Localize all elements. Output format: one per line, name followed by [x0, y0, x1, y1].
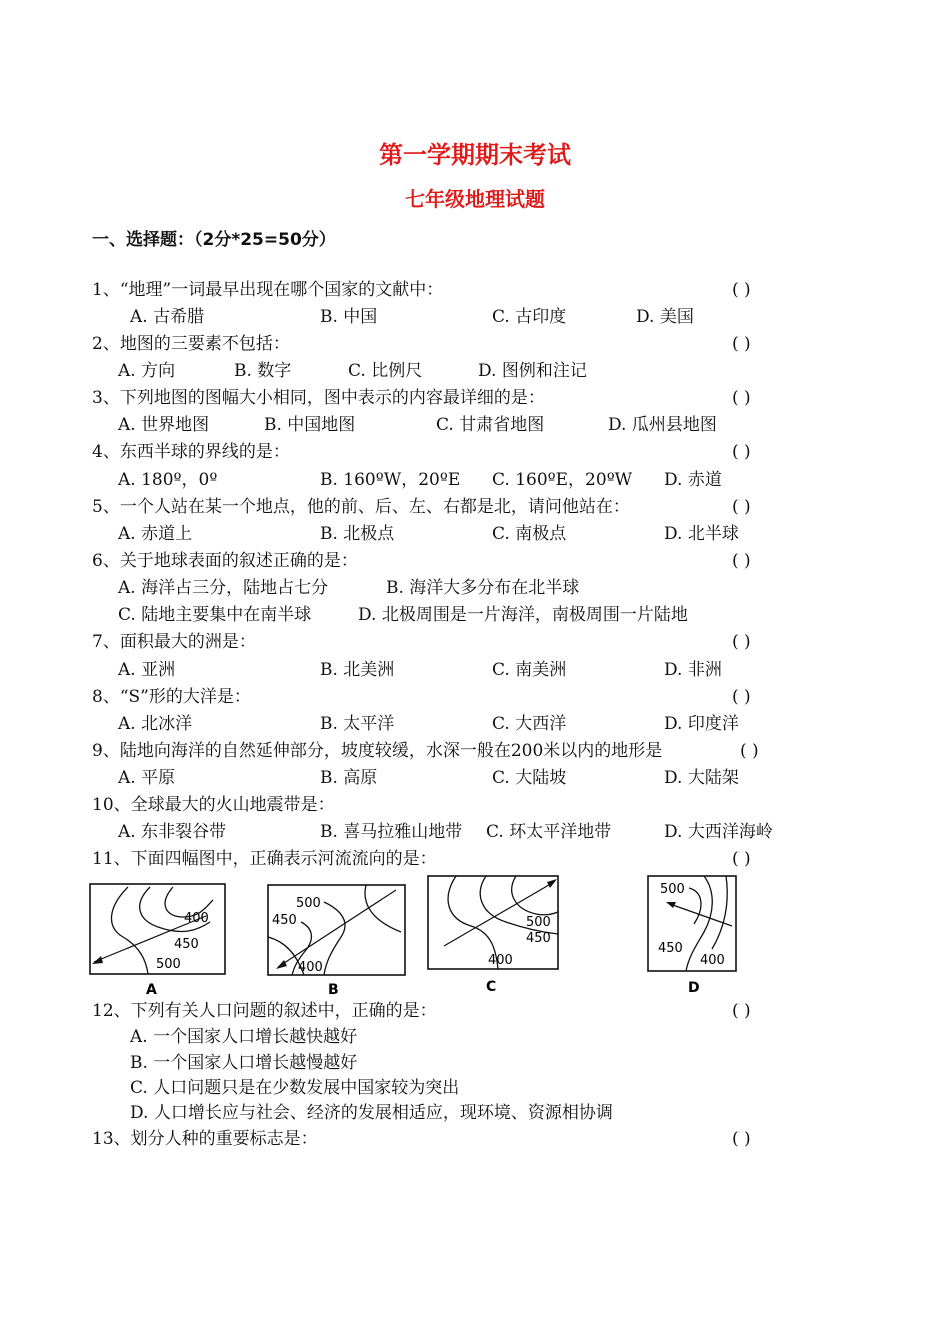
answer-blank-1[interactable]: ( )	[732, 280, 751, 300]
option[interactable]: D. 人口增长应与社会、经济的发展相适应，现环境、资源相协调	[130, 1103, 613, 1123]
option[interactable]: C. 陆地主要集中在南半球	[118, 605, 312, 625]
question-11: 11、下面四幅图中，正确表示河流流向的是：	[92, 849, 437, 869]
contour-map-d[interactable]	[644, 874, 744, 996]
answer-blank-6[interactable]: ( )	[732, 551, 751, 571]
figure-label: C	[486, 979, 497, 994]
option[interactable]: B. 海洋大多分布在北半球	[386, 578, 580, 598]
option[interactable]: C. 南美洲	[492, 660, 567, 680]
option[interactable]: C. 160ºE，20ºW	[492, 470, 633, 490]
option[interactable]: C. 甘肃省地图	[436, 415, 545, 435]
contour-label: 450	[272, 913, 297, 928]
answer-blank-12[interactable]: ( )	[732, 1001, 751, 1021]
option[interactable]: A. 一个国家人口增长越快越好	[130, 1027, 358, 1047]
question-6: 6、关于地球表面的叙述正确的是：	[92, 551, 358, 571]
option[interactable]: A. 亚洲	[118, 660, 176, 680]
figure-label: B	[328, 982, 339, 997]
option[interactable]: D. 印度洋	[664, 714, 739, 734]
option[interactable]: C. 大西洋	[492, 714, 567, 734]
question-13: 13、划分人种的重要标志是：	[92, 1129, 318, 1149]
contour-label: 450	[174, 937, 199, 952]
contour-label: 400	[488, 953, 513, 968]
option[interactable]: C. 南极点	[492, 524, 567, 544]
option[interactable]: A. 海洋占三分，陆地占七分	[118, 578, 329, 598]
figure-label: D	[688, 980, 700, 996]
option[interactable]: D. 大西洋海岭	[664, 822, 773, 842]
option[interactable]: D. 美国	[636, 307, 694, 327]
option[interactable]: B. 高原	[320, 768, 378, 788]
option[interactable]: C. 大陆坡	[492, 768, 567, 788]
answer-blank-4[interactable]: ( )	[732, 442, 751, 462]
answer-blank-7[interactable]: ( )	[732, 632, 751, 652]
option[interactable]: D. 非洲	[664, 660, 722, 680]
option[interactable]: C. 环太平洋地带	[486, 822, 612, 842]
option[interactable]: B. 中国	[320, 307, 378, 327]
option[interactable]: D. 图例和注记	[478, 361, 587, 381]
question-12: 12、下列有关人口问题的叙述中，正确的是：	[92, 1001, 437, 1021]
option[interactable]: A. 赤道上	[118, 524, 193, 544]
question-4: 4、东西半球的界线的是：	[92, 442, 290, 462]
option[interactable]: A. 方向	[118, 361, 176, 381]
option[interactable]: D. 北极周围是一片海洋，南极周围一片陆地	[358, 605, 688, 625]
contour-label: 500	[526, 915, 551, 930]
question-8: 8、“S”形的大洋是：	[92, 687, 251, 707]
contour-label: 400	[298, 960, 323, 975]
question-1: 1、“地理”一词最早出现在哪个国家的文献中：	[92, 280, 444, 300]
contour-label: 450	[526, 931, 551, 946]
option[interactable]: A. 世界地图	[118, 415, 210, 435]
figure-label: A	[146, 982, 157, 997]
option[interactable]: B. 中国地图	[264, 415, 356, 435]
answer-blank-11[interactable]: ( )	[732, 849, 751, 869]
option[interactable]: D. 瓜州县地图	[608, 415, 717, 435]
answer-blank-5[interactable]: ( )	[732, 497, 751, 517]
option[interactable]: B. 太平洋	[320, 714, 395, 734]
contour-map-c[interactable]	[426, 874, 566, 994]
option[interactable]: A. 180º，0º	[118, 470, 218, 490]
page-title: 第一学期期末考试	[379, 141, 571, 169]
question-5: 5、一个人站在某一个地点，他的前、后、左、右都是北，请问他站在：	[92, 497, 630, 517]
contour-label: 400	[184, 911, 209, 926]
option[interactable]: D. 赤道	[664, 470, 722, 490]
question-10: 10、全球最大的火山地震带是：	[92, 795, 335, 815]
option[interactable]: C. 人口问题只是在少数发展中国家较为突出	[130, 1078, 460, 1098]
option[interactable]: A. 古希腊	[130, 307, 205, 327]
option[interactable]: B. 数字	[234, 361, 292, 381]
option[interactable]: B. 北美洲	[320, 660, 395, 680]
answer-blank-2[interactable]: ( )	[732, 334, 751, 354]
option[interactable]: D. 北半球	[664, 524, 739, 544]
option[interactable]: B. 160ºW，20ºE	[320, 470, 461, 490]
option[interactable]: A. 北冰洋	[118, 714, 193, 734]
option[interactable]: A. 东非裂谷带	[118, 822, 227, 842]
option[interactable]: A. 平原	[118, 768, 176, 788]
section-heading: 一、选择题：（2分*25=50分）	[92, 230, 336, 250]
answer-blank-9[interactable]: ( )	[740, 741, 759, 761]
option[interactable]: B. 喜马拉雅山地带	[320, 822, 463, 842]
question-2: 2、地图的三要素不包括：	[92, 334, 290, 354]
contour-label: 400	[700, 953, 725, 968]
option[interactable]: C. 古印度	[492, 307, 567, 327]
question-9: 9、陆地向海洋的自然延伸部分，坡度较缓，水深一般在200米以内的地形是	[92, 741, 663, 761]
contour-label: 450	[658, 941, 683, 956]
option[interactable]: B. 一个国家人口增长越慢越好	[130, 1053, 358, 1073]
contour-label: 500	[156, 957, 181, 972]
page-subtitle: 七年级地理试题	[405, 187, 545, 211]
question-7: 7、面积最大的洲是：	[92, 632, 256, 652]
option[interactable]: D. 大陆架	[664, 768, 739, 788]
answer-blank-3[interactable]: ( )	[732, 388, 751, 408]
answer-blank-13[interactable]: ( )	[732, 1129, 751, 1149]
contour-label: 500	[296, 896, 321, 911]
option[interactable]: C. 比例尺	[348, 361, 423, 381]
option[interactable]: B. 北极点	[320, 524, 395, 544]
contour-map-a[interactable]	[88, 882, 228, 997]
contour-map-b[interactable]	[266, 882, 411, 997]
contour-label: 500	[660, 882, 685, 897]
answer-blank-8[interactable]: ( )	[732, 687, 751, 707]
question-3: 3、下列地图的图幅大小相同，图中表示的内容最详细的是：	[92, 388, 545, 408]
